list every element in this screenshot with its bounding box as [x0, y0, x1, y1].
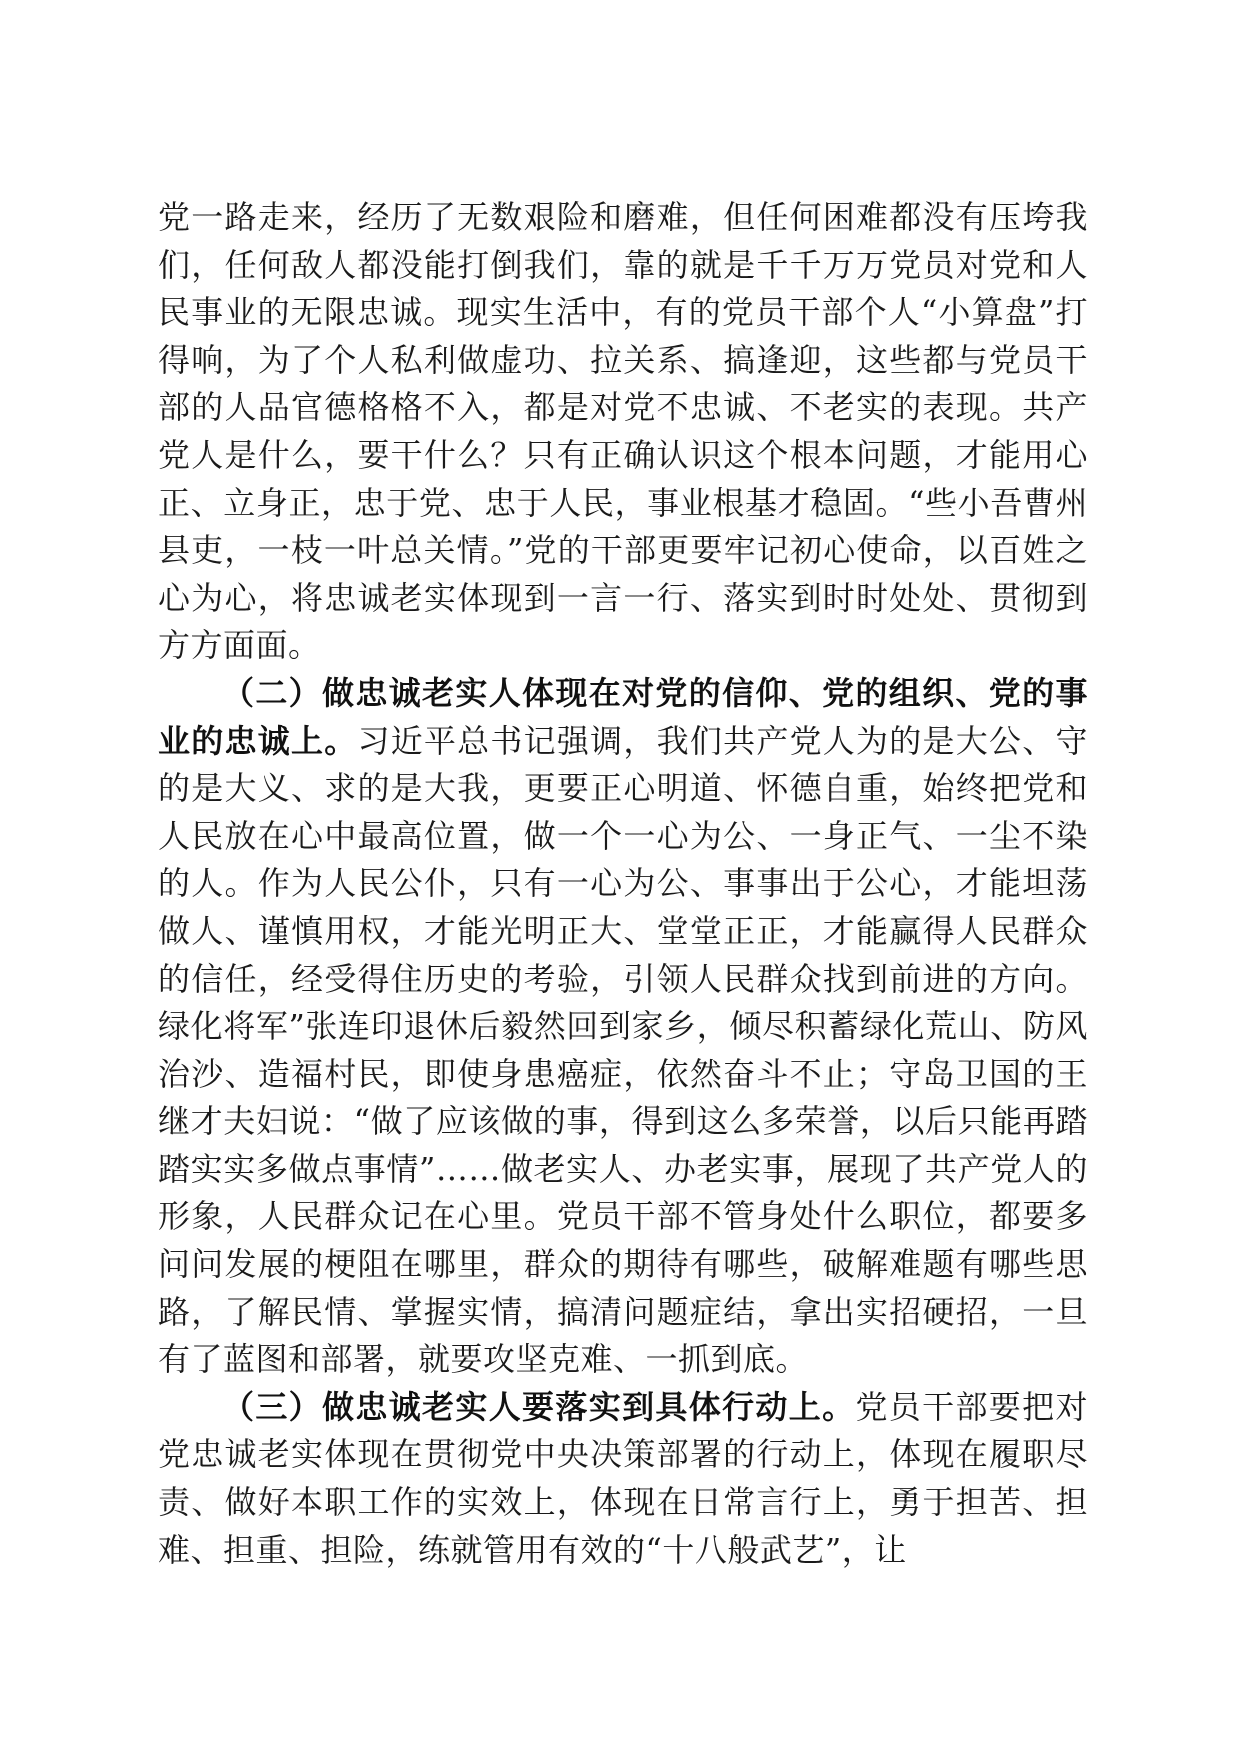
paragraph-3	[158, 1384, 1088, 1574]
paragraph-1	[158, 194, 1088, 670]
section-3-heading: （三）做忠诚老实人要落实到具体行动上。	[222, 1387, 856, 1426]
paragraph-2	[158, 670, 1088, 1384]
document-body	[158, 194, 1088, 1574]
paragraph-1-text: 党一路走来，经历了无数艰险和磨难，但任何困难都没有压垮我们，任何敌人都没能打倒我们，靠的就是千千万万党员对党和人民事业的无限忠诚。现实生活中，有的党员干部个人“小算盘”打得响，为了个人私利做虚功、拉关系、搞逢迎，这些都与党员干部的人品官德格格不入，都是对党不忠诚、不老实的表现。共产党人是什么，要干什么？只有正确认识这个根本问题，才能用心正、立身正，忠于党、忠于人民，事业根基才稳固。“些小吾曹州县吏，一枝一叶总关情。”党的干部更要牢记初心使命，以百姓之心为心，将忠诚老实体现到一言一行、落实到时时处处、贯彻到方方面面。	[158, 198, 1088, 665]
paragraph-3-text: 党员干部要把对党忠诚老实体现在贯彻党中央决策部署的行动上，体现在履职尽责、做好本职工作的实效上，体现在日常言行上，勇于担苦、担难、担重、担险，练就管用有效的“十八般武艺”，让	[158, 1387, 1088, 1569]
paragraph-2-text: 习近平总书记强调，我们共产党人为的是大公、守的是大义、求的是大我，更要正心明道、怀德自重，始终把党和人民放在心中最高位置，做一个一心为公、一身正气、一尘不染的人。作为人民公仆，只有一心为公、事事出于公心，才能坦荡做人、谨慎用权，才能光明正大、堂堂正正，才能赢得人民群众的信任，经受得住历史的考验，引领人民群众找到前进的方向。绿化将军”张连印退休后毅然回到家乡，倾尽积蓄绿化荒山、防风治沙、造福村民，即使身患癌症，依然奋斗不止；守岛卫国的王继才夫妇说：“做了应该做的事，得到这么多荣誉，以后只能再踏踏实实多做点事情”……做老实人、办老实事，展现了共产党人的形象，人民群众记在心里。党员干部不管身处什么职位，都要多问问发展的梗阻在哪里，群众的期待有哪些，破解难题有哪些思路，了解民情、掌握实情，搞清问题症结，拿出实招硬招，一旦有了蓝图和部署，就要攻坚克难、一抓到底。	[158, 721, 1088, 1379]
section-2-heading: （二）做忠诚老实人体现在对党的信仰、党的组织、党的事业的忠诚上。	[158, 673, 1088, 760]
